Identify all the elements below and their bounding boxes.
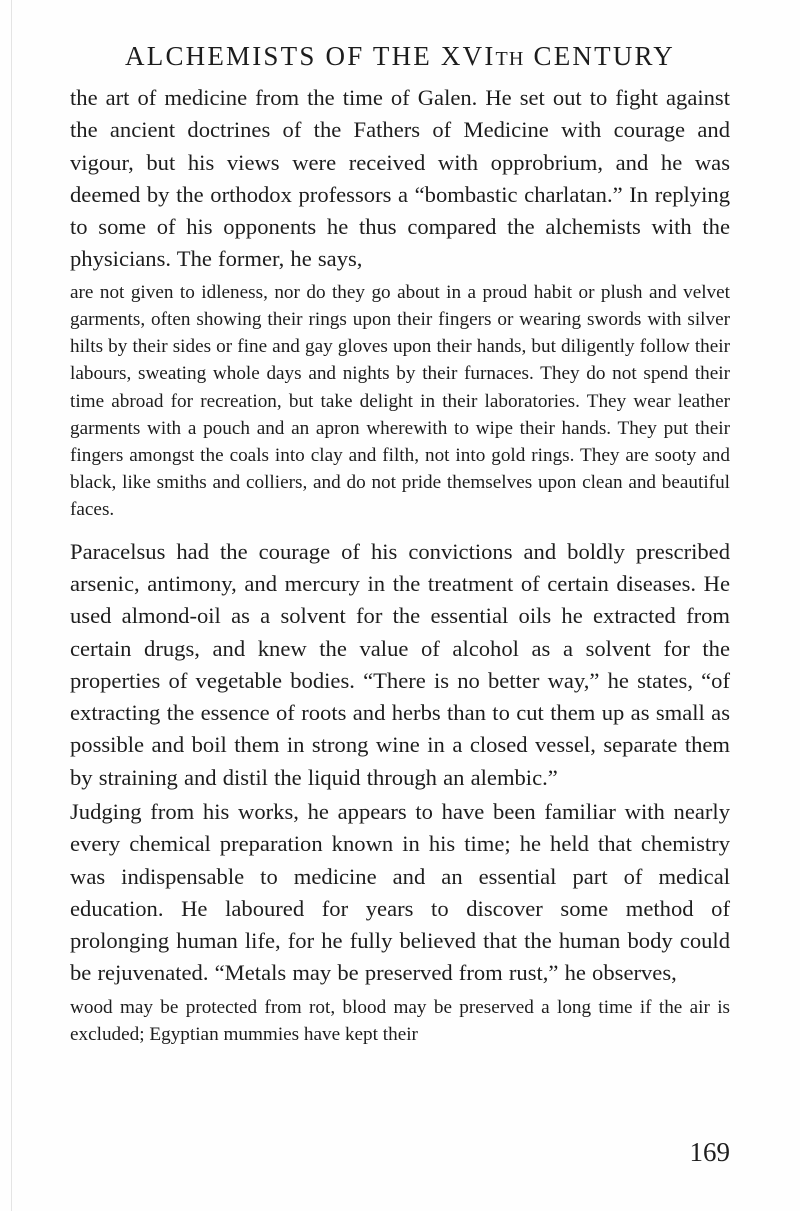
page-edge-line: [11, 0, 12, 1211]
running-head-superscript: TH: [495, 48, 525, 70]
page-number: 169: [689, 1137, 730, 1167]
paragraph-continued: the art of medicine from the time of Galen. He set out to fight against the ancient doctrines of the Fathers of Medicine with courage and vigour, but his views were received with opprobrium, and he was deemed by the orthodox professors a “bombastic charlatan.” In replying to some of his opponents he thus compared the alchemists with the physicians. The former, he says,: [70, 85, 730, 272]
paragraph-paracelsus-courage: Paracelsus had the courage of his convictions and boldly prescribed arsenic, antimony, and mercury in the treatment of certain diseases. He used almond-oil as a solvent for the essential oils he extracted from certain drugs, and knew the value of alcohol as a solvent for the properties of vegetable bodies. “There is no better way,” he states, “of extracting the essence of roots and herbs than to cut them up as small as possible and boil them in strong wine in a closed vessel, separate them by straining and distil the liquid through an alembic.”: [70, 538, 730, 790]
block-quote-alchemists: are not given to idleness, nor do they go about in a proud habit or plush and velvet garments, often showing their rings upon their fingers or wearing swords with silver hilts by their sides or fine and gay gloves upon their hands, but diligently follow their labours, sweating whole days and nights by their furnaces. They do not spend their time abroad for recreation, but take delight in their laboratories. They wear leather garments with a pouch and an apron wherewith to wipe their hands. They put their fingers amongst the coals into clay and filth, not into gold rings. They are sooty and black, like smiths and colliers, and do not pride themselves upon clean and beautiful faces.: [70, 281, 730, 521]
running-head-end: CENTURY: [524, 41, 675, 71]
running-head-main: ALCHEMISTS OF THE XVI: [125, 41, 496, 71]
running-head: [70, 40, 730, 75]
page-body: [70, 82, 730, 1054]
block-quote-metals: wood may be protected from rot, blood may be preserved a long time if the air is excluded; Egyptian mummies have kept their: [70, 996, 730, 1045]
paragraph-judging-works: Judging from his works, he appears to have been familiar with nearly every chemical preparation known in his time; he held that chemistry was indispensable to medicine and an essential part of medical education. He laboured for years to discover some method of prolonging human life, for he fully believed that the human body could be rejuvenated. “Metals may be preserved from rust,” he observes,: [70, 798, 730, 986]
